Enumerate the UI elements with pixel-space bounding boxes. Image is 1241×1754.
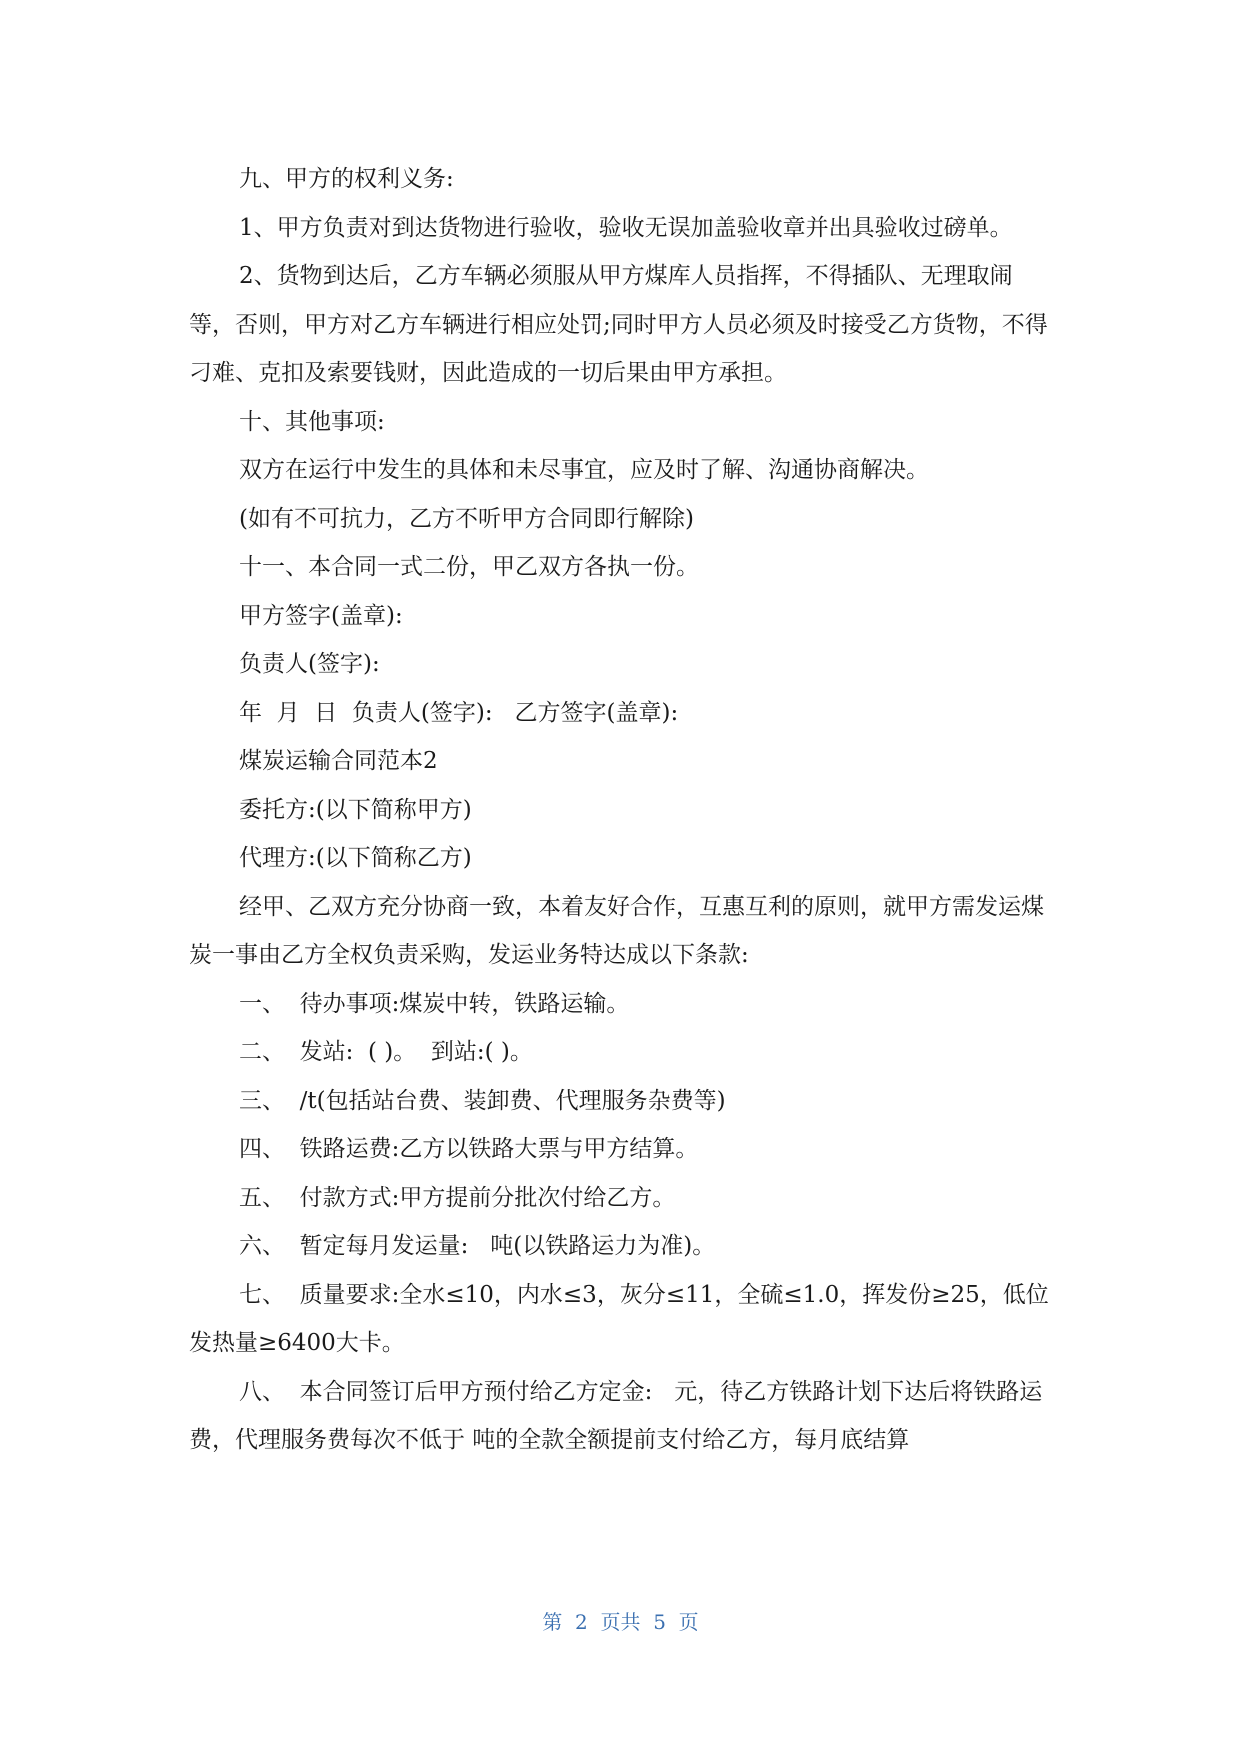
section-heading-9: 九、甲方的权利义务: [239, 166, 454, 192]
paragraph: 1、甲方负责对到达货物进行验收，验收无误加盖验收章并出具验收过磅单。 [239, 214, 1013, 241]
paragraph: 经甲、乙双方充分协商一致，本着友好合作，互惠互利的原则，就甲方需发运煤炭一事由乙方全权负责采购，发运业务特达成以下条款: [189, 893, 1044, 968]
document-body [189, 155, 1054, 1465]
signature-line-responsible: 负责人(签字): [239, 651, 380, 677]
clause-item: 六、 暂定每月发运量: 吨(以铁路运力为准)。 [239, 1233, 716, 1259]
paragraph: (如有不可抗力，乙方不听甲方合同即行解除) [239, 505, 694, 532]
contract-title: 煤炭运输合同范本2 [239, 748, 438, 774]
party-agent: 代理方:(以下简称乙方) [239, 845, 472, 871]
section-heading-10: 十、其他事项: [239, 408, 385, 435]
paragraph: 双方在运行中发生的具体和未尽事宜，应及时了解、沟通协商解决。 [239, 457, 929, 483]
clause-item: 五、 付款方式:甲方提前分批次付给乙方。 [239, 1184, 676, 1211]
clause-item: 一、 待办事项:煤炭中转，铁路运输。 [239, 990, 630, 1017]
signature-date-line: 年 月 日 负责人(签字): 乙方签字(盖章): [239, 699, 679, 726]
clause-item: 二、 发站: ( )。 到站:( )。 [239, 1039, 533, 1065]
section-heading-11: 十一、本合同一式二份，甲乙双方各执一份。 [239, 554, 699, 580]
page-number: 第 2 页共 5 页 [542, 1610, 699, 1634]
signature-line-party-a: 甲方签字(盖章): [239, 602, 403, 629]
party-client: 委托方:(以下简称甲方) [239, 796, 472, 823]
paragraph: 2、货物到达后，乙方车辆必须服从甲方煤库人员指挥，不得插队、无理取闹等，否则，甲方对乙方车辆进行相应处罚;同时甲方人员必须及时接受乙方货物，不得刁难、克扣及索要钱财，因此造成的一切后果由甲方承担。 [189, 263, 1048, 386]
clause-item: 三、 /t(包括站台费、装卸费、代理服务杂费等) [239, 1087, 726, 1114]
clause-item: 七、 质量要求:全水≤10，内水≤3，灰分≤11，全硫≤1.0，挥发份≥25，低位发热量≥6400大卡。 [189, 1281, 1049, 1356]
clause-item: 四、 铁路运费:乙方以铁路大票与甲方结算。 [239, 1136, 699, 1162]
clause-item: 八、 本合同签订后甲方预付给乙方定金: 元，待乙方铁路计划下达后将铁路运费，代理服务费每次不低于 吨的全款全额提前支付给乙方，每月底结算 [189, 1378, 1043, 1453]
